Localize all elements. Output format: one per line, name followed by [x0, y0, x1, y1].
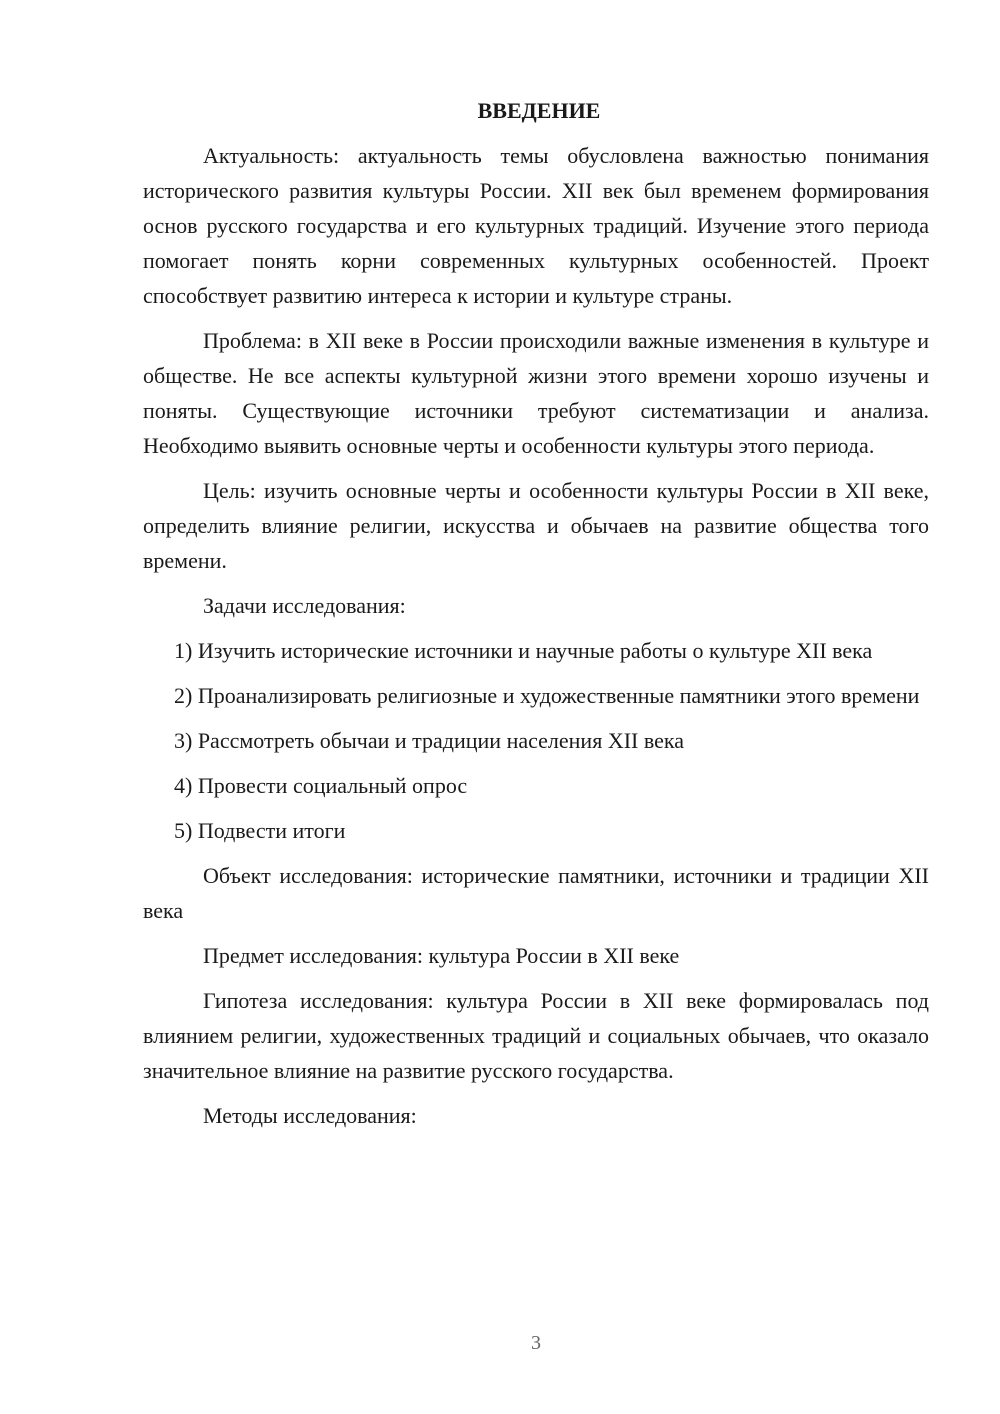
page-content [143, 96, 929, 1143]
hypothesis-paragraph: Гипотеза исследования: культура России в XII веке формировалась под влиянием религии, художественных традиций и социальных обычаев, что оказало значительное влияние на развитие русского государства. [143, 988, 929, 1083]
page-number: 3 [531, 1332, 541, 1354]
object-paragraph: Объект исследования: исторические памятники, источники и традиции XII века [143, 863, 929, 923]
list-item: 5) Подвести итоги [174, 818, 346, 843]
methods-heading: Методы исследования: [203, 1103, 417, 1128]
relevance-paragraph: Актуальность: актуальность темы обусловлена важностью понимания исторического развития культуры России. XII век был временем формирования основ русского государства и его культурных традиций. Изучение этого периода помогает понять корни современных культурных особенностей. Проект способствует развитию интереса к истории и культуре страны. [143, 143, 929, 308]
tasks-heading: Задачи исследования: [203, 593, 406, 618]
list-item: 3) Рассмотреть обычаи и традиции населения XII века [174, 728, 684, 753]
list-item: 4) Провести социальный опрос [174, 773, 468, 798]
list-item: 1) Изучить исторические источники и научные работы о культуре XII века [174, 638, 873, 663]
subject-paragraph: Предмет исследования: культура России в XII веке [203, 943, 680, 968]
tasks-list [143, 633, 929, 848]
problem-paragraph: Проблема: в XII веке в России происходили важные изменения в культуре и обществе. Не все аспекты культурной жизни этого времени хорошо изучены и поняты. Существующие источники требуют систематизации и анализа. Необходимо выявить основные черты и особенности культуры этого периода. [143, 328, 929, 458]
goal-paragraph: Цель: изучить основные черты и особенности культуры России в XII веке, определить влияние религии, искусства и обычаев на развитие общества того времени. [143, 478, 929, 573]
list-item: 2) Проанализировать религиозные и художественные памятники этого времени [174, 683, 920, 708]
section-heading: ВВЕДЕНИЕ [477, 98, 601, 123]
